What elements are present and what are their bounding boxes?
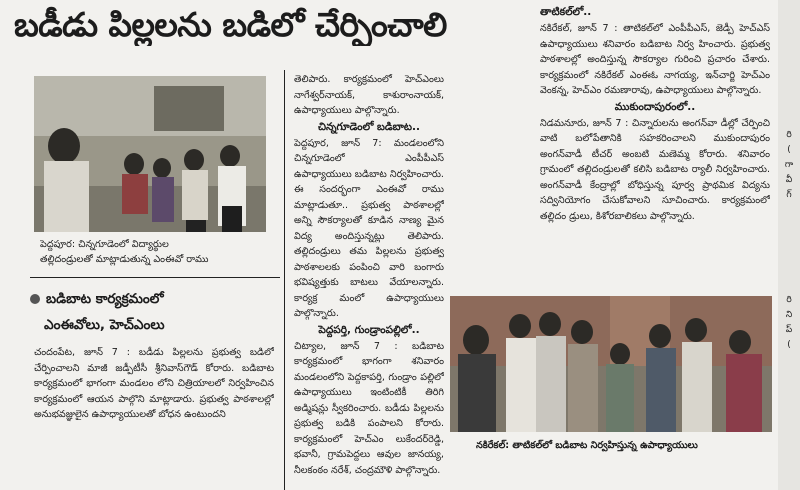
right-paragraph-1: నిడమనూరు, జూన్ 7 : చిన్నారులను అంగన్‌వా డీల్లో చేర్పించి వాటి బలోపేతానికి సహకరించాలని ముకుందాపురం అంగన్‌వాడీ టీచర్ అంబటి మణెమ్మ కోరారు. శనివారం గ్రామంలో తల్లిదండ్రులతో కలిసి బడిబాట ర్యాలీ నిర్వహించారు. అంగన్‌వాడీ కేంద్రాల్లో బోధిస్తున్న పూర్వ ప్రాథమిక విద్యను సద్వినియోగం చేసుకోవాలని సూచించారు. కార్యక్రమంలో తల్లిదం డ్రులు, కిశోరబాలికలు పాల్గొన్నారు. — [540, 117, 770, 222]
fragment-char: రి — [786, 295, 792, 305]
bullet-icon — [30, 294, 40, 304]
fragment-char: ( — [787, 340, 791, 350]
fragment-char: వీ — [785, 175, 793, 185]
middle-column — [294, 72, 444, 490]
section-subtitle — [44, 315, 274, 335]
fragment-char: గా — [784, 160, 794, 170]
section-title-line-1: బడిబాట కార్యక్రమంలో — [46, 291, 164, 307]
photo-chinnagudem-image — [34, 76, 266, 232]
middle-subheading-1: చిన్నగూడెంలో బడిబాట.. — [317, 120, 421, 133]
middle-paragraph-1: పెద్దపూర, జూన్ 7: మండలంలోని చిన్నగూడెంలో ఎంపీపీఎస్ ఉపాధ్యాయులు బడిబాట నిర్వహించారు. ఈ సందర్భంగా ఎంఈవో రాము మాట్లాడుతూ.. ప్రభుత్వ పాఠశాలల్లో అన్ని సౌకర్యాలతో కూడిన నాణ్య మైన విద్య అందిస్తున్నట్లు తెలిపారు. తల్లిదండ్రులు తమ పిల్లలను ప్రభుత్వ పాఠశాలలకు పంపించి వారి బంగారు భవిష్యత్తుకు బాటలు వేయాలన్నారు. కార్యక్ర మంలో ఉపాధ్యాయులు పాల్గొన్నారు. — [294, 137, 444, 319]
fragment-char: ప్ — [785, 325, 793, 335]
adjacent-column-fragment — [778, 0, 800, 490]
headline: బడీడు పిల్లలను బడిలో చేర్పించాలి — [14, 5, 447, 44]
left-column-body — [34, 345, 274, 485]
right-subheading-0: తాటికల్‌లో.. — [540, 6, 592, 18]
right-paragraph-0: నకిరేకల్, జూన్ 7 : తాటికల్‌లో ఎంపీపీఎస్, జెడ్పీ హెచ్ఎస్ ఉపాధ్యాయులు శనివారం బడిబాట నిర్వ హించారు. ప్రభుత్వ పాఠశాలల్లో అందిస్తున్న సౌకర్యాల గురించి ప్రచారం చేశారు. కార్యక్రమంలో నకిరేకల్ ఎంఈఓ నాగయ్య, ఇన్‌చార్జి హెచ్ఎం వెంకన్న, హెచ్ఎం రమణారావు, ఉపాధ్యాయులు పాల్గొన్నారు. — [540, 23, 770, 96]
middle-subheading-2: పెద్దపర్తి, గుండ్రాంపల్లిలో.. — [318, 323, 420, 336]
divider-left — [30, 277, 280, 278]
fragment-char: ని — [785, 310, 793, 320]
middle-intro-text: తెలిపారు. కార్యక్రమంలో హెచ్ఎంలు నాగేశ్వర్‌నాయక్, కాశురాంనాయక్, ఉపాధ్యాయులు పాల్గొన్నారు. — [294, 74, 444, 116]
section-title — [30, 289, 280, 309]
caption-line-2: తల్లిదండ్రులతో మాట్లాడుతున్న ఎంఈవో రాము — [40, 254, 209, 265]
photo-chinnagudem-caption — [40, 237, 270, 267]
fragment-char: ( — [787, 145, 791, 155]
photo-chinnagudem — [34, 76, 266, 232]
photo-tatikal-image — [450, 296, 772, 432]
section-title-line-2: ఎంఈవోలు, హెచ్ఎంలు — [44, 317, 165, 333]
column-divider — [284, 70, 285, 490]
photo-tatikal-caption: నకిరేకల్: తాటికల్‌లో బడిబాట నిర్వహిస్తున్న ఉపాధ్యాయులు — [476, 440, 698, 451]
caption-line-1: పెద్దపూర: చిన్నగూడెంలో విద్యార్థుల — [40, 239, 169, 250]
left-body-text: చందంపేట, జూన్ 7 : బడీడు పిల్లలను ప్రభుత్వ బడిలో చేర్పించాలని మాజీ జడ్పీటీసీ శ్రీనివాస్‌గౌడ్ కోరారు. బడిబాట కార్యక్రమంలో భాగంగా మండలం లోని చిత్రియాలలో నిర్వహించిన కార్యక్రమంలో ఆయన పాల్గొని మాట్లాడారు. ప్రభుత్వ పాఠశాలల్లో అనుభవజ్ఞులైన ఉపాధ్యాయులతో బోధన ఉంటుందని — [34, 347, 274, 420]
photo-tatikal — [450, 296, 772, 432]
right-subheading-1: ముకుందాపురంలో.. — [614, 100, 696, 113]
fragment-char: రి — [786, 130, 792, 140]
fragment-char: గ్ — [786, 190, 792, 200]
right-column — [540, 4, 770, 304]
middle-paragraph-2: చిట్యాల, జూన్ 7 : బడిబాట కార్యక్రమంలో భాగంగా శనివారం మండలంలోని పెద్దకాపర్తి, గుండ్రాం పల్లిలో ఉపాధ్యాయులు ఇంటింటికీ తిరిగి అడ్మిషన్లు స్వీకరించారు. బడీడు పిల్లలను ప్రభుత్వ బడికి పంపాలని కోరారు. కార్యక్రమంలో హెచ్ఎం లుకేందర్‌రెడ్డి, భవానీ, గ్రామపెద్దలు ఆవుల జానయ్య, నీలకంఠం నరేశ్, చంద్రమౌళి పాల్గొన్నారు. — [294, 340, 444, 476]
